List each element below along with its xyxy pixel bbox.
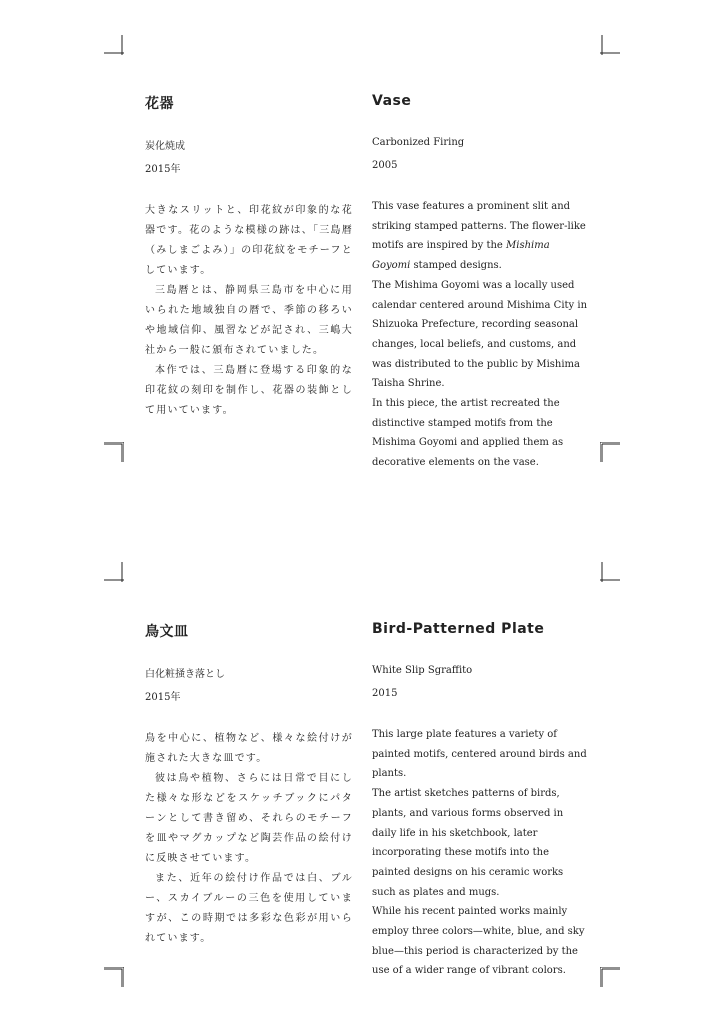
work-1-ja-paragraph-3: 本作では、三島暦に登場する印象的な印花紋の刻印を制作し、花器の装飾として用いています。 bbox=[145, 365, 353, 416]
work-1-en-title: Vase bbox=[372, 93, 412, 109]
work-1-japanese bbox=[145, 93, 353, 421]
work-1-ja-technique: 炭化焼成 bbox=[145, 141, 185, 152]
work-1-en-italic-title: Mishima Goyomi bbox=[372, 240, 550, 272]
work-2-en-year: 2015 bbox=[372, 688, 398, 699]
crop-mark-top-left bbox=[104, 35, 124, 55]
work-1-en-paragraph-2: The Mishima Goyomi was a locally used calendar centered around Mishima City in Shizuoka Prefecture, recording seasonal changes, local beliefs, and customs, and was distributed to the public by Mishima Taisha Shrine. bbox=[372, 279, 588, 390]
work-2-ja-paragraph-3: また、近年の絵付け作品では白、ブルー、スカイブルーの三色を使用していますが、この時期では多彩な色彩が用いられています。 bbox=[145, 873, 353, 944]
work-2-japanese bbox=[145, 621, 353, 949]
work-2-ja-technique: 白化粧掻き落とし bbox=[145, 669, 225, 680]
crop-mark-bottom-left bbox=[104, 967, 124, 987]
work-1-en-year: 2005 bbox=[372, 160, 398, 171]
work-2-ja-title: 鳥文皿 bbox=[145, 624, 189, 640]
crop-mark-mid-right-a bbox=[600, 442, 620, 462]
work-1-en-paragraph-3: In this piece, the artist recreated the distinctive stamped motifs from the Mishima Goyomi and applied them as decorative elements on the vase. bbox=[372, 398, 564, 469]
crop-mark-mid-left-a bbox=[104, 442, 124, 462]
work-1-ja-paragraph-2: 三島暦とは、静岡県三島市を中心に用いられた地域独自の暦で、季節の移ろいや地域信仰、風習などが記され、三嶋大社から一般に頒布されていました。 bbox=[145, 285, 353, 356]
crop-mark-top-right bbox=[600, 35, 620, 55]
work-2-en-paragraph-3: While his recent painted works mainly employ three colors—white, blue, and sky blue—this period is characterized by the use of a wider range of vibrant colors. bbox=[372, 906, 585, 977]
work-2-en-paragraph-2: The artist sketches patterns of birds, plants, and various forms observed in daily life in his sketchbook, later incorporating these motifs into the painted designs on his ceramic works such as plates and mugs. bbox=[372, 788, 564, 898]
work-2-en-technique: White Slip Sgraffito bbox=[372, 665, 473, 676]
crop-mark-bottom-right bbox=[600, 967, 620, 987]
work-2-ja-paragraph-1: 鳥を中心に、植物など、様々な絵付けが施された大きな皿です。 bbox=[145, 733, 353, 764]
work-2-ja-year: 2015年 bbox=[145, 692, 181, 703]
work-2-ja-paragraph-2: 彼は鳥や植物、さらには日常で目にした様々な形などをスケッチブックにパターンとして書き留め、それらのモチーフを皿やマグカップなど陶芸作品の絵付けに反映させています。 bbox=[145, 773, 353, 864]
work-1-en-paragraph-1: This vase features a prominent slit and striking stamped patterns. The flower-like motifs are inspired by the Mishima Goyomi stamped designs. bbox=[372, 201, 586, 272]
work-1-ja-year: 2015年 bbox=[145, 164, 181, 175]
work-1-ja-title: 花器 bbox=[145, 96, 174, 112]
crop-mark-mid-right-b bbox=[600, 562, 620, 582]
work-1-ja-paragraph-1: 大きなスリットと、印花紋が印象的な花器です。花のような模様の跡は、「三島暦（みしまごよみ）」の印花紋をモチーフとしています。 bbox=[145, 205, 353, 276]
work-2-english bbox=[372, 621, 587, 981]
work-2-en-title: Bird-Patterned Plate bbox=[372, 621, 545, 637]
crop-mark-mid-left-b bbox=[104, 562, 124, 582]
work-2-en-paragraph-1: This large plate features a variety of painted motifs, centered around birds and plants. bbox=[372, 729, 587, 780]
work-1-english bbox=[372, 93, 587, 473]
work-1-en-technique: Carbonized Firing bbox=[372, 137, 465, 148]
